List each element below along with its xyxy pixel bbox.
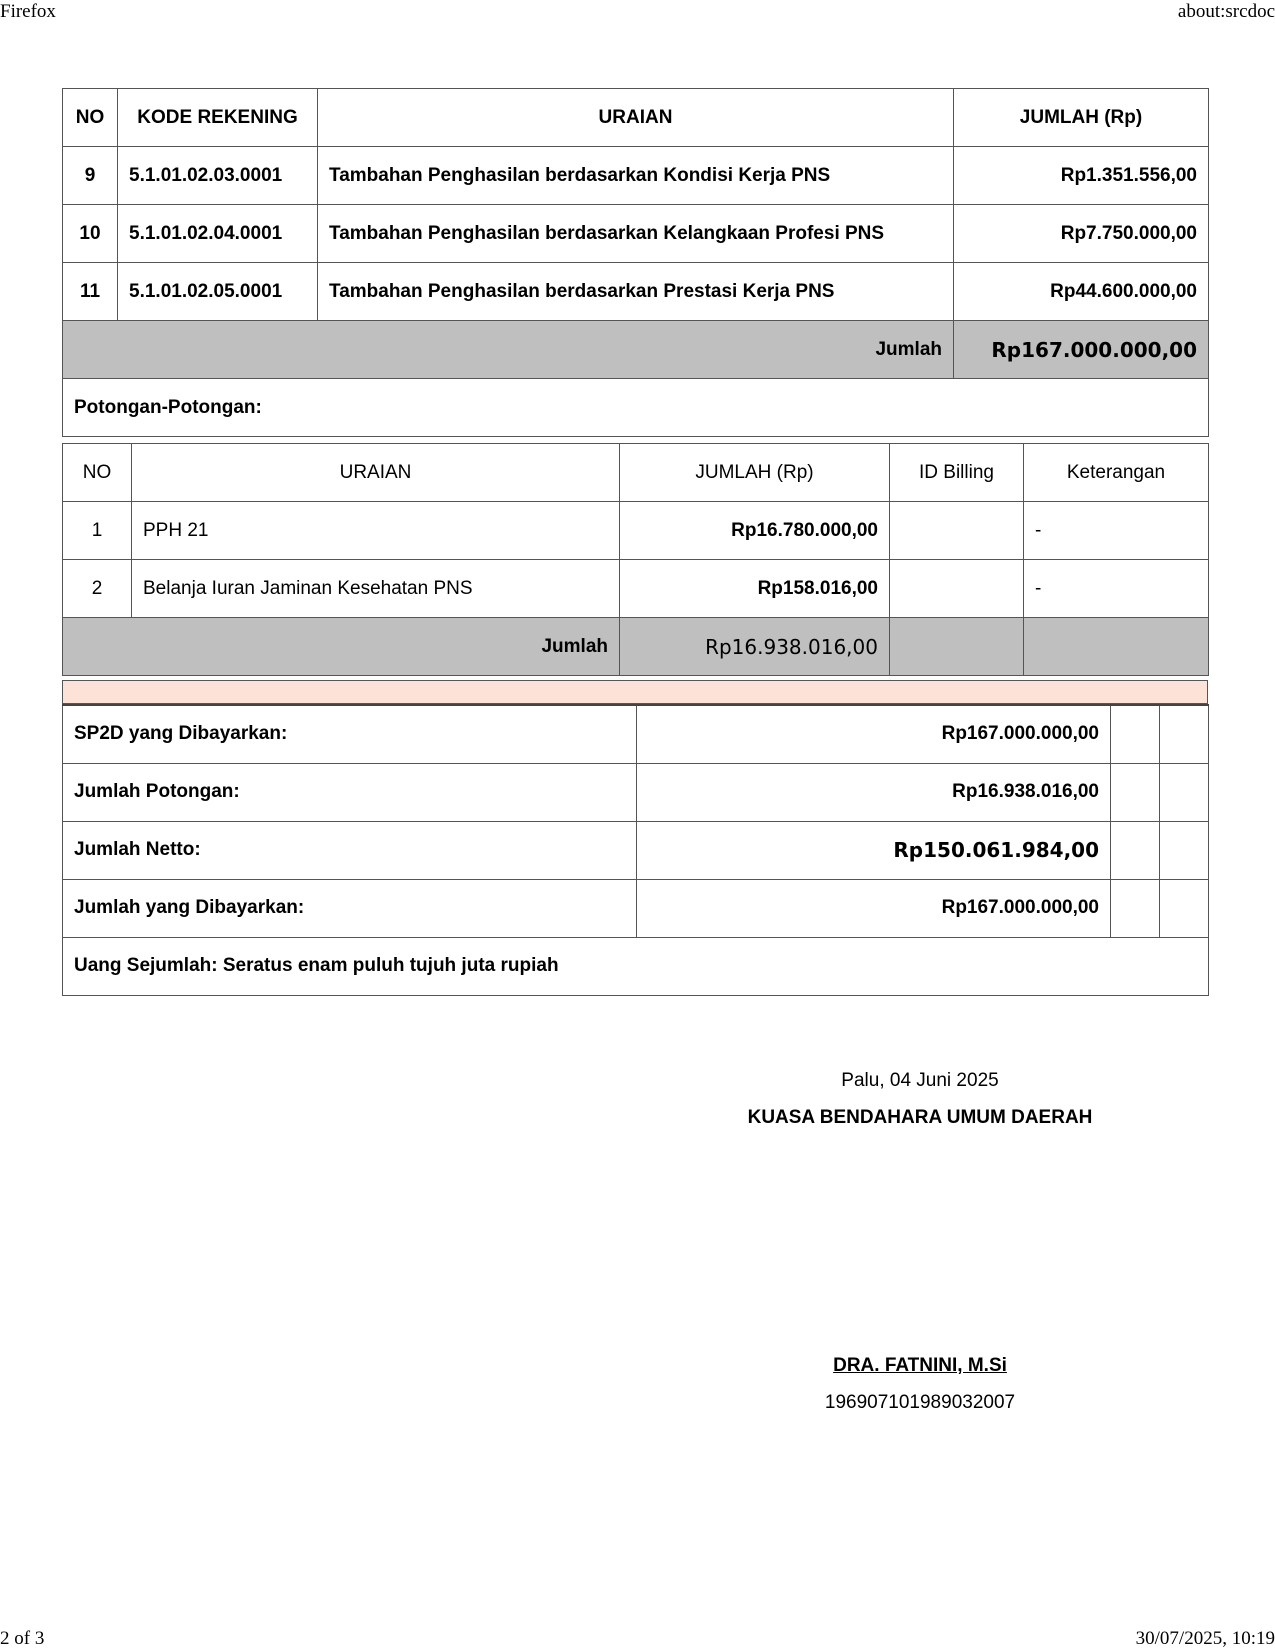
table-row	[63, 502, 1209, 560]
empty-cell	[1160, 821, 1209, 879]
row-jumlah: Rp158.016,00	[620, 560, 890, 618]
col-header-keterangan: Keterangan	[1024, 444, 1209, 502]
netto-value: Rp150.061.984,00	[637, 821, 1111, 879]
row-kode: 5.1.01.02.04.0001	[118, 205, 318, 263]
empty-cell	[1160, 705, 1209, 763]
empty-cell	[1160, 763, 1209, 821]
summary-row	[63, 705, 1209, 763]
row-jumlah: Rp1.351.556,00	[954, 147, 1209, 205]
summary-row	[63, 937, 1209, 995]
potongan-section-title: Potongan-Potongan:	[63, 379, 1209, 437]
sp2d-value: Rp167.000.000,00	[637, 705, 1111, 763]
browser-header-url: about:srcdoc	[1177, 1, 1275, 22]
row-id-billing	[890, 502, 1024, 560]
table-row	[63, 147, 1209, 205]
col-header-id-billing: ID Billing	[890, 444, 1024, 502]
row-id-billing	[890, 560, 1024, 618]
browser-header-title: Firefox	[0, 1, 56, 22]
empty-cell	[1111, 821, 1160, 879]
row-uraian: Belanja Iuran Jaminan Kesehatan PNS	[132, 560, 620, 618]
potongan-total-row	[63, 618, 1209, 676]
potongan-header-row	[63, 444, 1209, 502]
potongan-total-id-billing	[890, 618, 1024, 676]
belanja-table	[62, 88, 1209, 437]
empty-cell	[1111, 879, 1160, 937]
belanja-total-value: Rp167.000.000,00	[954, 321, 1209, 379]
row-no: 2	[63, 560, 132, 618]
summary-row	[63, 821, 1209, 879]
signer-name: DRA. FATNINI, M.Si	[833, 1355, 1007, 1376]
print-timestamp: 30/07/2025, 10:19	[1135, 1628, 1275, 1649]
row-uraian: Tambahan Penghasilan berdasarkan Kondisi Kerja PNS	[318, 147, 954, 205]
row-no: 9	[63, 147, 118, 205]
belanja-total-row	[63, 321, 1209, 379]
col-header-uraian: URAIAN	[132, 444, 620, 502]
row-jumlah: Rp7.750.000,00	[954, 205, 1209, 263]
place-date: Palu, 04 Juni 2025	[841, 1070, 999, 1091]
potongan-label: Jumlah Potongan:	[63, 763, 637, 821]
belanja-total-label: Jumlah	[63, 321, 954, 379]
row-keterangan: -	[1024, 502, 1209, 560]
sp2d-label: SP2D yang Dibayarkan:	[63, 705, 637, 763]
potongan-value: Rp16.938.016,00	[637, 763, 1111, 821]
col-header-no: NO	[63, 444, 132, 502]
row-uraian: PPH 21	[132, 502, 620, 560]
separator-band	[62, 680, 1208, 704]
netto-label: Jumlah Netto:	[63, 821, 637, 879]
table-row	[63, 560, 1209, 618]
empty-cell	[1111, 705, 1160, 763]
row-kode: 5.1.01.02.03.0001	[118, 147, 318, 205]
summary-row	[63, 763, 1209, 821]
col-header-kode: KODE REKENING	[118, 89, 318, 147]
page-number: 2 of 3	[0, 1628, 45, 1649]
summary-row	[63, 879, 1209, 937]
signer-nip: 196907101989032007	[824, 1392, 1016, 1413]
terbilang: Uang Sejumlah: Seratus enam puluh tujuh juta rupiah	[63, 937, 1209, 995]
summary-table	[62, 704, 1209, 996]
row-kode: 5.1.01.02.05.0001	[118, 263, 318, 321]
row-no: 10	[63, 205, 118, 263]
dibayarkan-label: Jumlah yang Dibayarkan:	[63, 879, 637, 937]
row-jumlah: Rp44.600.000,00	[954, 263, 1209, 321]
col-header-jumlah: JUMLAH (Rp)	[620, 444, 890, 502]
potongan-total-label: Jumlah	[63, 618, 620, 676]
table-row	[63, 263, 1209, 321]
row-uraian: Tambahan Penghasilan berdasarkan Kelangkaan Profesi PNS	[318, 205, 954, 263]
row-uraian: Tambahan Penghasilan berdasarkan Prestasi Kerja PNS	[318, 263, 954, 321]
table-row	[63, 205, 1209, 263]
row-keterangan: -	[1024, 560, 1209, 618]
potongan-total-keterangan	[1024, 618, 1209, 676]
col-header-jumlah: JUMLAH (Rp)	[954, 89, 1209, 147]
empty-cell	[1160, 879, 1209, 937]
potongan-title-row	[63, 379, 1209, 437]
dibayarkan-value: Rp167.000.000,00	[637, 879, 1111, 937]
row-no: 11	[63, 263, 118, 321]
potongan-total-value: Rp16.938.016,00	[620, 618, 890, 676]
col-header-no: NO	[63, 89, 118, 147]
row-jumlah: Rp16.780.000,00	[620, 502, 890, 560]
signer-office: KUASA BENDAHARA UMUM DAERAH	[747, 1107, 1093, 1128]
empty-cell	[1111, 763, 1160, 821]
belanja-header-row	[63, 89, 1209, 147]
potongan-table	[62, 443, 1209, 676]
row-no: 1	[63, 502, 132, 560]
col-header-uraian: URAIAN	[318, 89, 954, 147]
